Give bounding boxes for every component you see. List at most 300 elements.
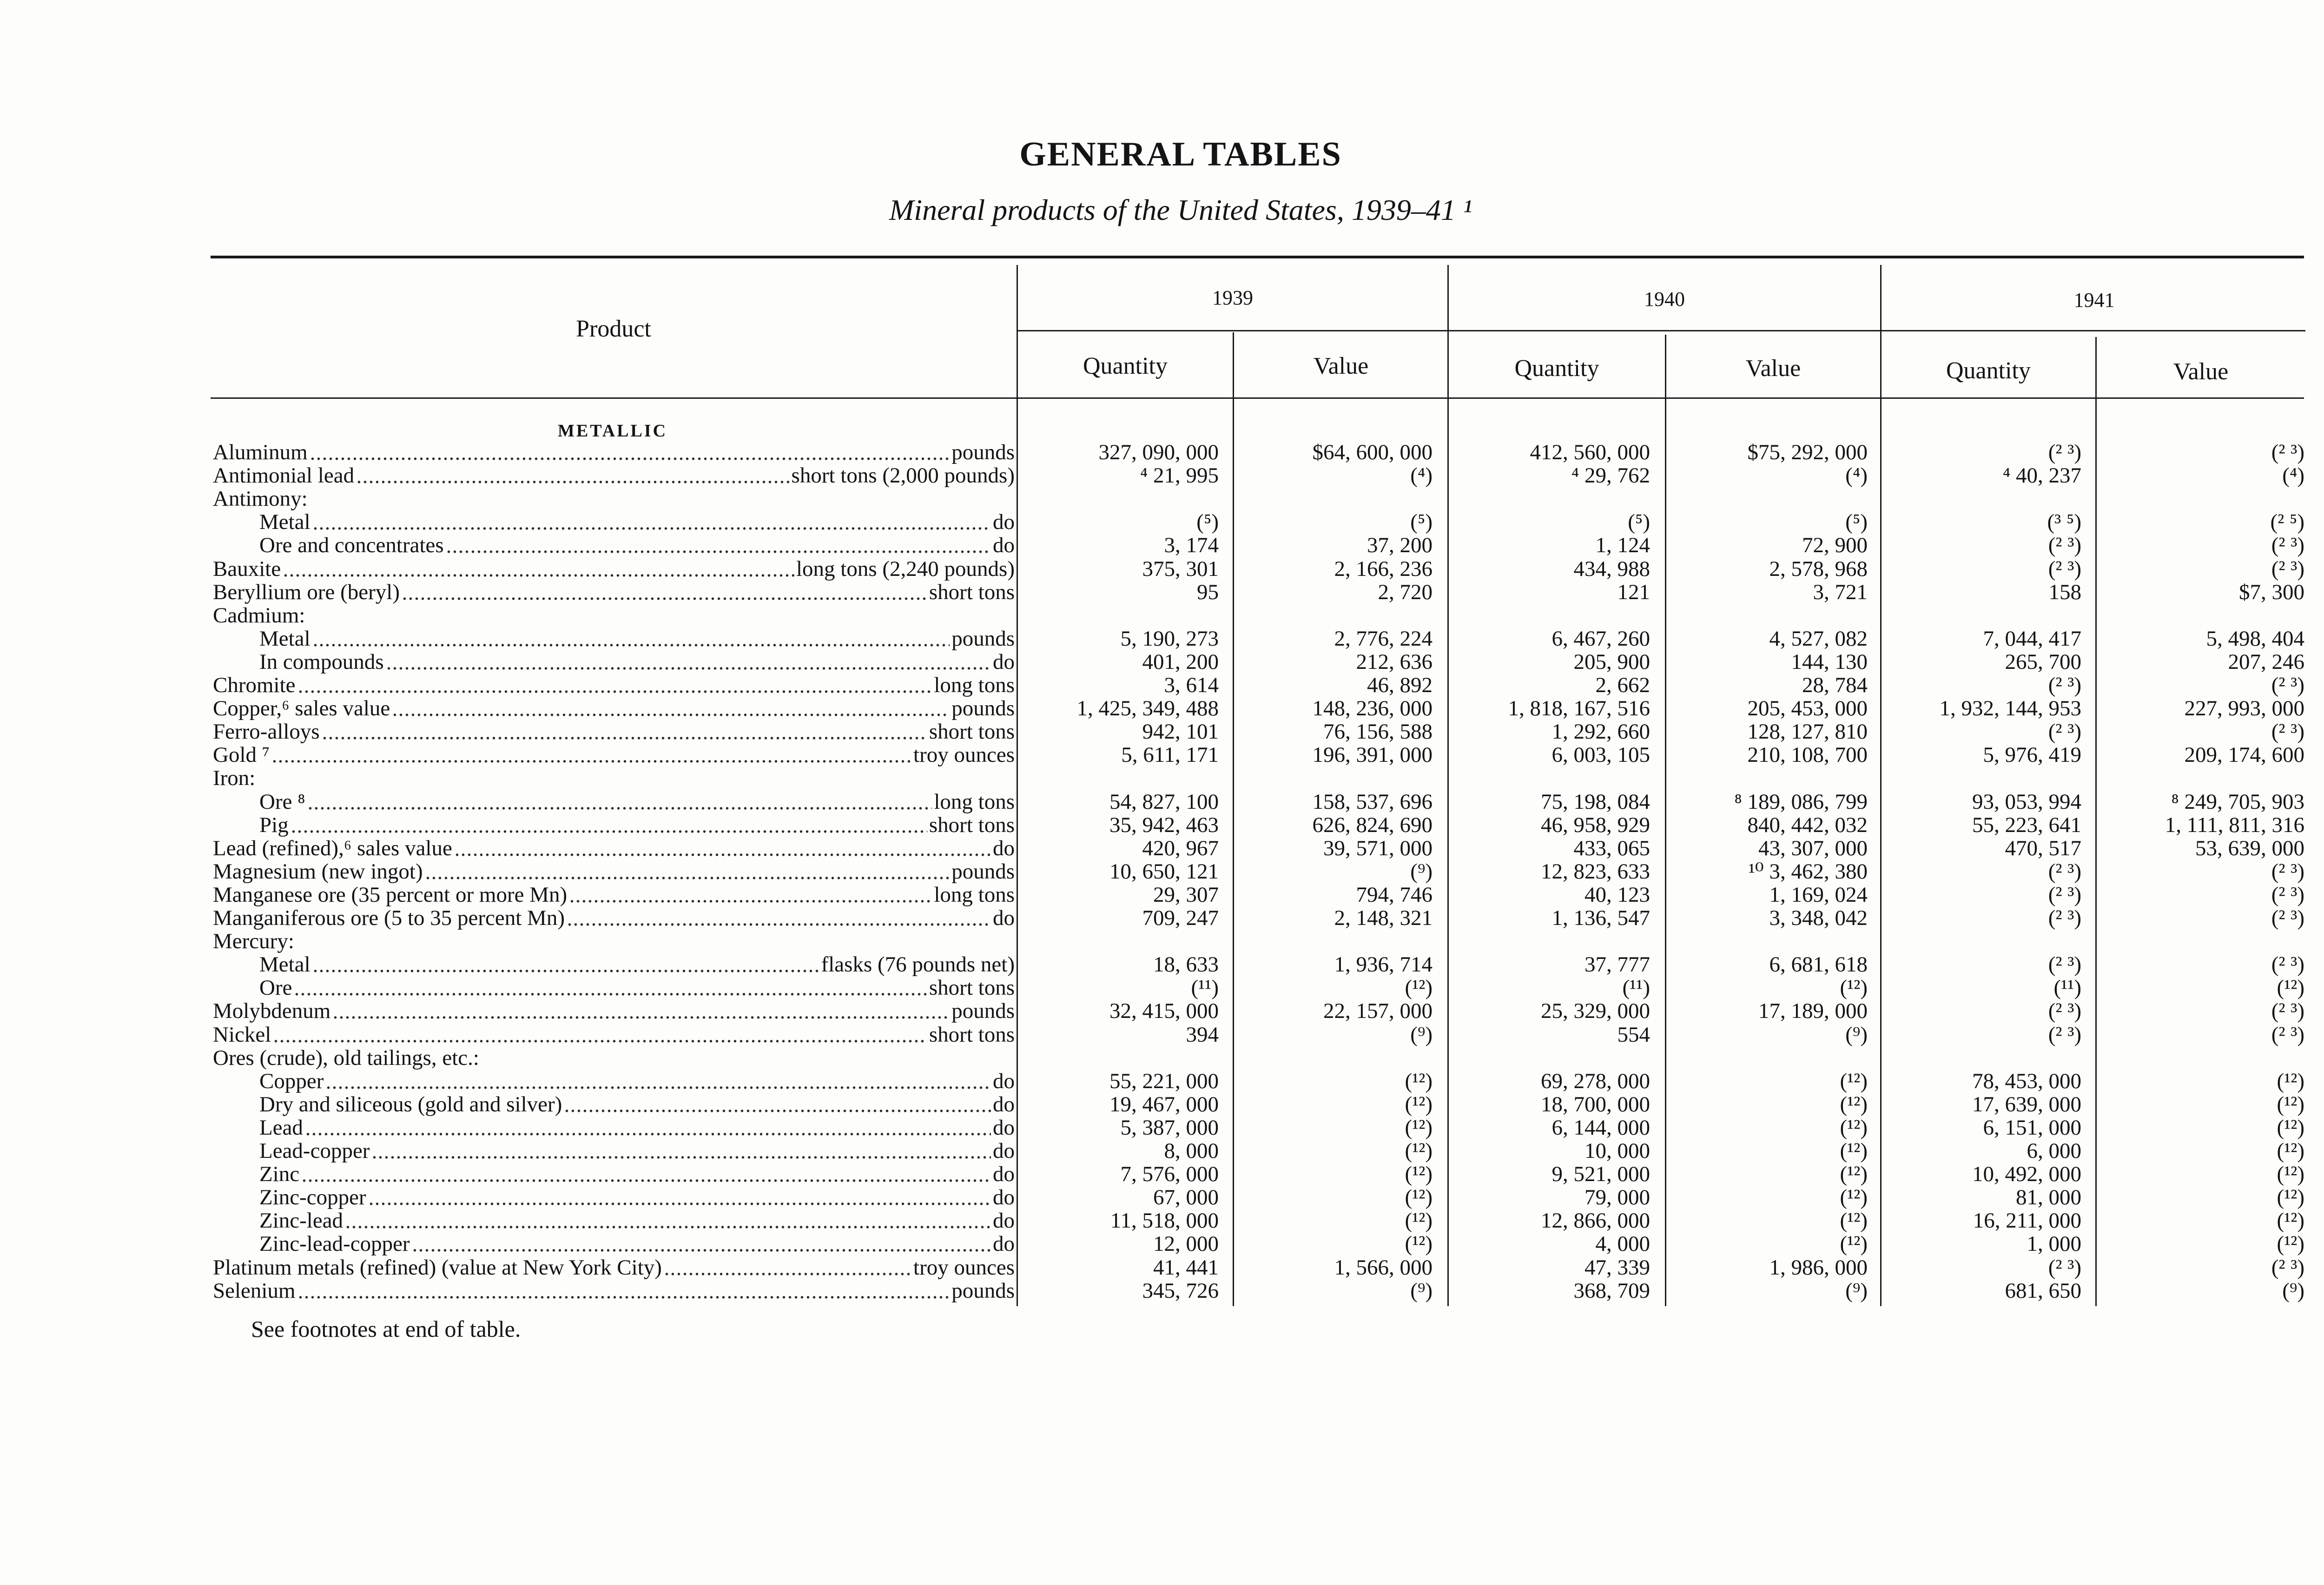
value-cell-1941: (² ³): [2271, 1022, 2304, 1047]
value-cell-1940: 840, 442, 032: [1747, 812, 1868, 837]
unit-label: do: [993, 1069, 1015, 1093]
quantity-cell-1939: 942, 101: [1142, 720, 1219, 744]
quantity-cell-1939: 327, 090, 000: [1098, 440, 1219, 464]
table-row: [0, 650, 2324, 674]
table-row: [0, 1162, 2324, 1186]
value-cell-1939: 2, 776, 224: [1334, 626, 1433, 651]
quantity-cell-1941: (² ³): [2048, 440, 2081, 464]
table-row: [0, 976, 2324, 999]
quantity-cell-1940: 412, 560, 000: [1530, 440, 1650, 464]
value-cell-1939: 46, 892: [1367, 673, 1433, 697]
unit-label: long tons: [934, 674, 1015, 697]
value-cell-1941: (² ³): [2271, 859, 2304, 884]
value-cell-1941: (² ³): [2271, 556, 2304, 581]
unit-label: long tons (2,240 pounds): [796, 557, 1015, 581]
unit-label: short tons (2,000 pounds): [791, 464, 1015, 488]
dot-leader: [294, 976, 927, 999]
row-label: [213, 720, 1015, 743]
quantity-cell-1939: 41, 441: [1153, 1255, 1219, 1280]
value-cell-1941: (¹²): [2277, 1232, 2304, 1256]
quantity-cell-1940: 37, 777: [1585, 952, 1650, 977]
value-cell-1940: 17, 189, 000: [1758, 999, 1868, 1024]
quantity-cell-1941: (³ ⁵): [2047, 510, 2081, 535]
unit-label: short tons: [929, 813, 1015, 837]
product-name: Manganiferous ore (5 to 35 percent Mn): [213, 906, 565, 930]
quantity-cell-1939: 32, 415, 000: [1109, 999, 1219, 1024]
value-cell-1939: (¹²): [1405, 1115, 1433, 1140]
page-title: GENERAL TABLES: [1019, 135, 1342, 173]
table-caption: Mineral products of the United States, 1939–41 ¹: [889, 193, 1472, 226]
table-row: [0, 674, 2324, 697]
value-cell-1940: (¹²): [1840, 1092, 1868, 1116]
quantity-cell-1939: 54, 827, 100: [1109, 789, 1219, 814]
row-label: [213, 441, 1015, 464]
header-bottom-rule: [211, 397, 2304, 399]
value-cell-1941: ⁸ 249, 705, 903: [2171, 789, 2304, 814]
quantity-cell-1940: 368, 709: [1573, 1278, 1650, 1303]
table-row: [0, 604, 2324, 627]
quantity-cell-1940: 46, 958, 929: [1541, 812, 1650, 837]
value-cell-1940: (⁴): [1845, 463, 1868, 488]
dot-leader: [297, 674, 932, 697]
table-row: [0, 883, 2324, 906]
quantity-cell-1939: 67, 000: [1153, 1185, 1219, 1210]
value-header-1939: Value: [1313, 353, 1369, 379]
row-label: [213, 604, 1015, 627]
quantity-cell-1940: 25, 329, 000: [1541, 999, 1650, 1024]
quantity-cell-1941: (² ³): [2048, 1022, 2081, 1047]
value-cell-1939: 39, 571, 000: [1323, 836, 1433, 860]
quantity-cell-1940: 75, 198, 084: [1541, 789, 1650, 814]
quantity-cell-1940: 79, 000: [1585, 1185, 1650, 1210]
quantity-cell-1939: 394: [1186, 1022, 1219, 1047]
value-cell-1941: (² ³): [2271, 673, 2304, 697]
quantity-cell-1941: 265, 700: [2005, 649, 2081, 674]
quantity-cell-1940: (¹¹): [1622, 976, 1650, 1000]
quantity-cell-1941: 93, 053, 994: [1972, 789, 2081, 814]
row-label: [259, 1139, 1015, 1162]
value-cell-1940: (¹²): [1840, 1115, 1868, 1140]
value-cell-1941: $7, 300: [2239, 580, 2304, 604]
unit-label: long tons: [934, 883, 1015, 906]
table-row: [0, 906, 2324, 930]
quantity-cell-1940: 4, 000: [1595, 1232, 1650, 1256]
dot-leader: [290, 813, 927, 837]
quantity-cell-1941: 16, 211, 000: [1973, 1209, 2081, 1233]
unit-label: long tons: [934, 790, 1015, 813]
dot-leader: [271, 743, 911, 766]
year-header-1940: 1940: [1644, 288, 1685, 310]
table-row: [0, 720, 2324, 743]
product-name: Ferro-alloys: [213, 720, 320, 744]
table-row: [0, 627, 2324, 650]
value-cell-1940: (⁹): [1845, 1022, 1868, 1047]
product-name: Zinc-lead-copper: [259, 1232, 410, 1256]
quantity-cell-1939: 3, 614: [1164, 673, 1219, 697]
quantity-cell-1941: (² ³): [2048, 673, 2081, 697]
row-label: [213, 860, 1015, 883]
table-row: [0, 813, 2324, 837]
product-name: Ore ⁸: [259, 790, 305, 813]
unit-label: short tons: [929, 1023, 1015, 1046]
row-label: [213, 487, 1015, 510]
value-cell-1940: (¹²): [1840, 1069, 1868, 1093]
unit-label: pounds: [951, 627, 1015, 650]
table-row: [0, 999, 2324, 1023]
row-label: [259, 1209, 1015, 1232]
quantity-cell-1939: 19, 467, 000: [1109, 1092, 1219, 1116]
value-cell-1939: 626, 824, 690: [1312, 812, 1433, 837]
row-label: [213, 883, 1015, 906]
value-cell-1940: (¹²): [1840, 1185, 1868, 1210]
year-header-1941: 1941: [2073, 289, 2115, 311]
row-label: [213, 581, 1015, 604]
product-name: Molybdenum: [213, 999, 331, 1023]
value-cell-1939: (¹²): [1405, 976, 1433, 1000]
value-cell-1941: 207, 246: [2228, 649, 2304, 674]
value-cell-1939: (¹²): [1405, 1139, 1433, 1163]
dot-leader: [307, 790, 932, 813]
value-cell-1941: 5, 498, 404: [2206, 626, 2304, 651]
value-cell-1941: (¹²): [2277, 1092, 2304, 1116]
value-cell-1939: 2, 720: [1378, 580, 1433, 604]
value-cell-1941: (¹²): [2277, 1069, 2304, 1093]
quantity-cell-1940: 1, 124: [1595, 533, 1650, 558]
value-cell-1939: 794, 746: [1356, 882, 1433, 907]
value-cell-1939: (¹²): [1405, 1209, 1433, 1233]
quantity-cell-1941: (² ³): [2048, 720, 2081, 744]
value-cell-1939: (⁵): [1410, 510, 1433, 535]
value-cell-1939: (⁹): [1410, 1278, 1433, 1303]
dot-leader: [425, 860, 950, 883]
table-row: [0, 1046, 2324, 1070]
quantity-cell-1940: 2, 662: [1595, 673, 1650, 697]
value-cell-1941: (² ³): [2271, 720, 2304, 744]
dot-leader: [386, 650, 991, 674]
row-label: [259, 813, 1015, 837]
value-cell-1939: (⁴): [1410, 463, 1433, 488]
value-cell-1940: 210, 108, 700: [1747, 743, 1868, 767]
dot-leader: [301, 1162, 991, 1186]
quantity-cell-1940: 69, 278, 000: [1541, 1069, 1650, 1093]
year-rule: [1018, 330, 2305, 331]
quantity-cell-1941: 1, 932, 144, 953: [1939, 696, 2081, 721]
unit-label: flasks (76 pounds net): [821, 953, 1015, 977]
quantity-cell-1941: 1, 000: [2027, 1232, 2081, 1256]
value-cell-1940: (¹²): [1840, 1232, 1868, 1256]
unit-label: do: [993, 1116, 1015, 1139]
row-label: [259, 1116, 1015, 1139]
product-name: Antimonial lead: [213, 464, 355, 488]
quantity-cell-1939: 345, 726: [1142, 1278, 1219, 1303]
value-cell-1940: 4, 527, 082: [1769, 626, 1868, 651]
unit-label: short tons: [929, 720, 1015, 744]
value-cell-1939: (¹²): [1405, 1092, 1433, 1116]
value-cell-1940: 72, 900: [1802, 533, 1868, 558]
quantity-cell-1939: 5, 387, 000: [1120, 1115, 1219, 1140]
product-name: Metal: [259, 510, 310, 534]
value-cell-1941: (² ³): [2271, 440, 2304, 464]
row-label: [213, 1023, 1015, 1046]
dot-leader: [283, 557, 794, 581]
value-cell-1939: 158, 537, 696: [1312, 789, 1433, 814]
dot-leader: [332, 999, 950, 1023]
quantity-cell-1941: (² ³): [2048, 556, 2081, 581]
quantity-cell-1939: 29, 307: [1153, 882, 1219, 907]
value-cell-1940: ¹⁰ 3, 462, 380: [1748, 859, 1868, 884]
product-name: Copper: [259, 1069, 324, 1093]
value-cell-1940: (¹²): [1840, 1139, 1868, 1163]
quantity-cell-1940: 1, 818, 167, 516: [1508, 696, 1650, 721]
product-name: Antimony:: [213, 487, 308, 511]
quantity-cell-1939: 7, 576, 000: [1120, 1162, 1219, 1187]
year-header-1939: 1939: [1212, 286, 1253, 309]
dot-leader: [564, 1093, 991, 1116]
product-name: Mercury:: [213, 930, 294, 953]
unit-label: troy ounces: [913, 743, 1015, 767]
dot-leader: [567, 906, 991, 930]
row-label: [259, 627, 1015, 650]
dot-leader: [312, 953, 819, 976]
value-cell-1940: (⁹): [1845, 1278, 1868, 1303]
quantity-cell-1941: 10, 492, 000: [1972, 1162, 2081, 1187]
value-cell-1940: 3, 348, 042: [1769, 906, 1868, 930]
row-label: [259, 1162, 1015, 1186]
value-cell-1941: (² ⁵): [2270, 510, 2304, 535]
dot-leader: [310, 441, 950, 464]
dot-leader: [664, 1256, 911, 1279]
value-cell-1941: 1, 111, 811, 316: [2165, 812, 2304, 837]
unit-label: pounds: [951, 999, 1015, 1023]
quantity-cell-1939: 401, 200: [1142, 649, 1219, 674]
quantity-cell-1941: (² ³): [2048, 533, 2081, 558]
quantity-cell-1940: 12, 823, 633: [1541, 859, 1650, 884]
value-cell-1939: 148, 236, 000: [1312, 696, 1433, 721]
row-label: [259, 1070, 1015, 1093]
quantity-cell-1941: (² ³): [2048, 882, 2081, 907]
quantity-cell-1940: 10, 000: [1585, 1139, 1650, 1163]
unit-label: short tons: [929, 580, 1015, 604]
unit-label: do: [993, 1209, 1015, 1233]
product-column-header: Product: [576, 316, 651, 342]
quantity-cell-1939: 18, 633: [1153, 952, 1219, 977]
row-label: [213, 464, 1015, 487]
quantity-cell-1939: 5, 190, 273: [1120, 626, 1219, 651]
product-name: Platinum metals (refined) (value at New York City): [213, 1255, 662, 1279]
value-cell-1939: 2, 166, 236: [1334, 556, 1433, 581]
value-cell-1939: 196, 391, 000: [1312, 743, 1433, 767]
value-cell-1940: $75, 292, 000: [1747, 440, 1868, 464]
quantity-cell-1940: 433, 065: [1573, 836, 1650, 860]
unit-label: do: [993, 1162, 1015, 1186]
quantity-cell-1941: 6, 151, 000: [1983, 1115, 2081, 1140]
value-cell-1939: 1, 936, 714: [1334, 952, 1433, 977]
value-cell-1940: 28, 784: [1802, 673, 1868, 697]
table-row: [0, 930, 2324, 953]
quantity-cell-1939: 12, 000: [1153, 1232, 1219, 1256]
product-name: Lead: [259, 1116, 303, 1139]
value-cell-1940: (¹²): [1840, 976, 1868, 1000]
value-cell-1940: 1, 986, 000: [1769, 1255, 1868, 1280]
row-label: [213, 697, 1015, 720]
dot-leader: [392, 697, 950, 720]
quantity-cell-1939: 3, 174: [1164, 533, 1219, 558]
quantity-cell-1941: 7, 044, 417: [1983, 626, 2081, 651]
value-cell-1940: 6, 681, 618: [1769, 952, 1868, 977]
row-label: [213, 906, 1015, 930]
product-name: Ore: [259, 976, 292, 1000]
value-cell-1939: (¹²): [1405, 1185, 1433, 1210]
row-label: [259, 510, 1015, 534]
product-name: Selenium: [213, 1279, 296, 1302]
row-label: [213, 837, 1015, 860]
quantity-cell-1940: 18, 700, 000: [1541, 1092, 1650, 1116]
row-label: [259, 1232, 1015, 1255]
table-row: [0, 1023, 2324, 1046]
dot-leader: [312, 510, 991, 534]
value-cell-1941: (⁹): [2282, 1278, 2304, 1303]
row-label: [259, 790, 1015, 813]
table-row: [0, 953, 2324, 976]
product-name: Ore and concentrates: [259, 534, 444, 557]
quantity-cell-1940: 47, 339: [1585, 1255, 1650, 1280]
quantity-cell-1940: 121: [1617, 580, 1650, 604]
table-row: [0, 441, 2324, 464]
unit-label: do: [993, 1092, 1015, 1116]
value-cell-1939: 2, 148, 321: [1334, 906, 1433, 930]
row-label: [213, 557, 1015, 581]
quantity-cell-1941: 6, 000: [2027, 1139, 2081, 1163]
quantity-cell-1941: 78, 453, 000: [1972, 1069, 2081, 1093]
row-label: [213, 999, 1015, 1023]
quantity-cell-1940: (⁵): [1628, 510, 1650, 535]
table-row: [0, 557, 2324, 581]
value-cell-1939: (¹²): [1405, 1069, 1433, 1093]
value-cell-1940: 205, 453, 000: [1747, 696, 1868, 721]
row-label: [259, 650, 1015, 674]
value-cell-1940: 2, 578, 968: [1769, 556, 1868, 581]
dot-leader: [368, 1186, 991, 1209]
table-row: [0, 766, 2324, 790]
table-row: [0, 743, 2324, 766]
quantity-cell-1941: 55, 223, 641: [1972, 812, 2081, 837]
table-row: [0, 464, 2324, 487]
unit-label: pounds: [951, 441, 1015, 464]
table-row: [0, 790, 2324, 813]
product-name: Lead-copper: [259, 1139, 370, 1162]
value-cell-1939: 22, 157, 000: [1323, 999, 1433, 1024]
quantity-cell-1939: 35, 942, 463: [1109, 812, 1219, 837]
dot-leader: [446, 534, 991, 557]
dot-leader: [312, 627, 950, 650]
unit-label: do: [993, 1232, 1015, 1256]
dot-leader: [454, 837, 991, 860]
row-label: [213, 1279, 1015, 1302]
unit-label: short tons: [929, 976, 1015, 1000]
quantity-cell-1940: 554: [1617, 1022, 1650, 1047]
product-name: Lead (refined),⁶ sales value: [213, 836, 452, 860]
quantity-cell-1939: 709, 247: [1142, 906, 1219, 930]
product-name: Aluminum: [213, 441, 308, 464]
quantity-cell-1939: 8, 000: [1164, 1139, 1219, 1163]
quantity-cell-1940: 434, 988: [1573, 556, 1650, 581]
quantity-cell-1939: 10, 650, 121: [1109, 859, 1219, 884]
table-row: [0, 837, 2324, 860]
product-name: Pig: [259, 813, 289, 837]
product-name: Gold ⁷: [213, 743, 270, 767]
quantity-cell-1941: (² ³): [2048, 1255, 2081, 1280]
table-row: [0, 1279, 2324, 1302]
quantity-cell-1941: (¹¹): [2053, 976, 2081, 1000]
quantity-header-1941: Quantity: [1946, 357, 2031, 384]
value-cell-1941: (² ³): [2271, 999, 2304, 1024]
value-cell-1941: (² ³): [2271, 952, 2304, 977]
value-cell-1941: (¹²): [2277, 1115, 2304, 1140]
value-cell-1941: (¹²): [2277, 976, 2304, 1000]
product-name: Metal: [259, 627, 310, 650]
row-label: [259, 534, 1015, 557]
quantity-cell-1939: (¹¹): [1191, 976, 1219, 1000]
product-name: Metal: [259, 953, 310, 977]
quantity-header-1939: Quantity: [1083, 353, 1168, 379]
section-heading-metallic: METALLIC: [558, 421, 668, 441]
row-label: [213, 743, 1015, 766]
row-label: [259, 953, 1015, 976]
quantity-cell-1940: 9, 521, 000: [1552, 1162, 1650, 1187]
value-cell-1941: (² ³): [2271, 533, 2304, 558]
value-cell-1940: ⁸ 189, 086, 799: [1734, 789, 1868, 814]
quantity-cell-1941: 81, 000: [2016, 1185, 2081, 1210]
value-cell-1941: (² ³): [2271, 1255, 2304, 1280]
quantity-cell-1940: 6, 467, 260: [1552, 626, 1650, 651]
quantity-cell-1940: 205, 900: [1573, 649, 1650, 674]
value-cell-1941: (² ³): [2271, 906, 2304, 930]
quantity-cell-1940: 40, 123: [1585, 882, 1650, 907]
quantity-cell-1941: 470, 517: [2005, 836, 2081, 860]
row-label: [259, 1186, 1015, 1209]
table-row: [0, 860, 2324, 883]
value-cell-1941: (¹²): [2277, 1185, 2304, 1210]
product-name: In compounds: [259, 650, 384, 674]
product-name: Copper,⁶ sales value: [213, 697, 390, 720]
quantity-cell-1941: (² ³): [2048, 859, 2081, 884]
value-cell-1939: 1, 566, 000: [1334, 1255, 1433, 1280]
quantity-header-1940: Quantity: [1514, 355, 1599, 382]
table-row: [0, 1093, 2324, 1116]
dot-leader: [305, 1116, 991, 1139]
quantity-cell-1941: 5, 976, 419: [1983, 743, 2081, 767]
value-cell-1941: (¹²): [2277, 1209, 2304, 1233]
row-label: [259, 1093, 1015, 1116]
product-name: Beryllium ore (beryl): [213, 580, 400, 604]
dot-leader: [345, 1209, 991, 1232]
quantity-cell-1939: (⁵): [1196, 510, 1219, 535]
unit-label: do: [993, 906, 1015, 930]
value-cell-1940: 1, 169, 024: [1769, 882, 1868, 907]
quantity-cell-1940: 6, 003, 105: [1552, 743, 1650, 767]
value-cell-1940: (¹²): [1840, 1209, 1868, 1233]
product-name: Chromite: [213, 674, 296, 697]
unit-label: pounds: [951, 1279, 1015, 1302]
table-row: [0, 1070, 2324, 1093]
quantity-cell-1940: 1, 292, 660: [1552, 720, 1650, 744]
row-label: [259, 976, 1015, 999]
value-cell-1940: (⁵): [1845, 510, 1868, 535]
table-row: [0, 697, 2324, 720]
dot-leader: [322, 720, 927, 743]
value-cell-1941: (² ³): [2271, 882, 2304, 907]
quantity-cell-1939: 55, 221, 000: [1109, 1069, 1219, 1093]
